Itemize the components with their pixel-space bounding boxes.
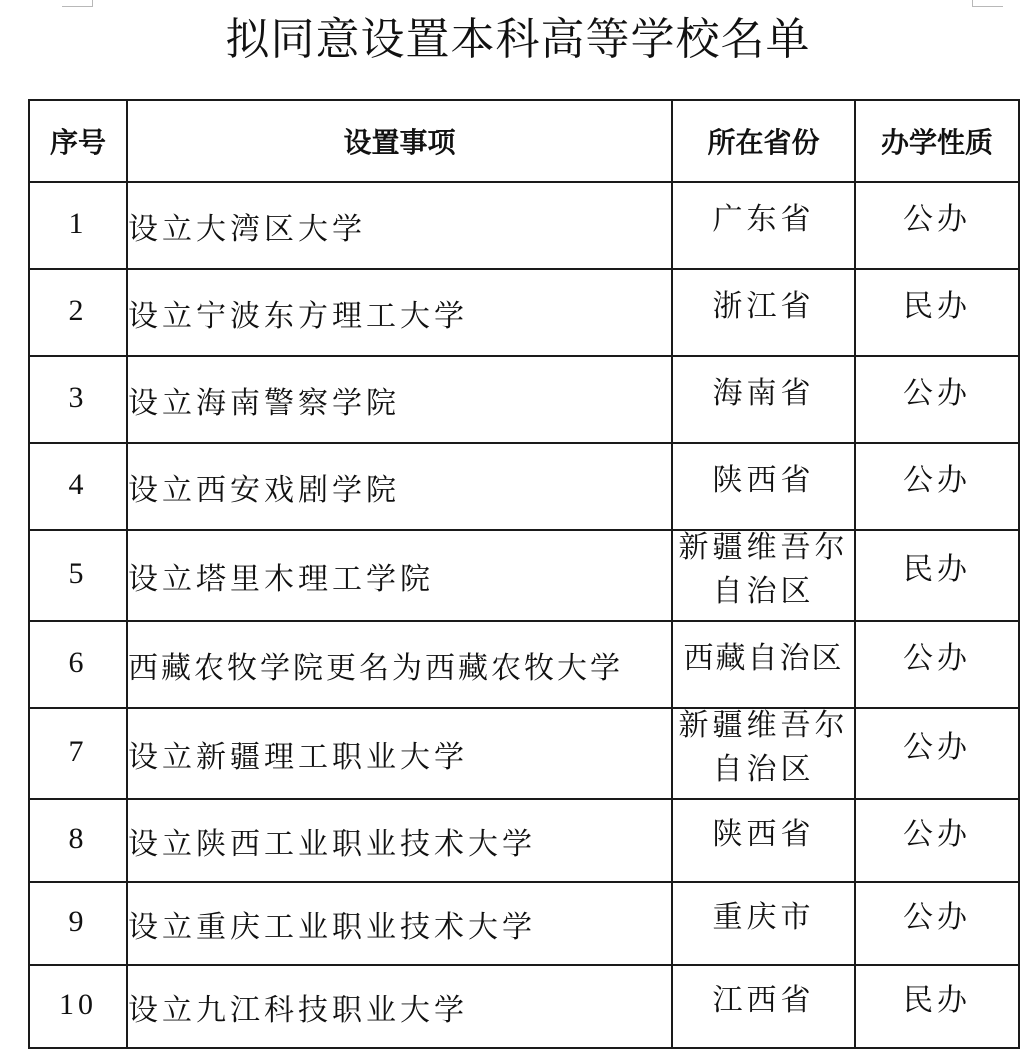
item-text: 设立陕西工业职业技术大学 [128, 826, 536, 862]
nature-text: 公办 [903, 462, 971, 498]
item-text: 设立大湾区大学 [128, 211, 366, 247]
table-row [29, 621, 1019, 708]
cell-seq [29, 621, 127, 708]
table-row [29, 182, 1019, 269]
nature-text: 民办 [903, 982, 971, 1018]
table-row [29, 799, 1019, 882]
item-text: 设立西安戏剧学院 [128, 472, 400, 508]
nature-text: 公办 [903, 729, 971, 765]
cell-province [672, 443, 855, 530]
cell-item [127, 530, 672, 621]
cell-item [127, 882, 672, 965]
cell-item [127, 443, 672, 530]
school-list-table [28, 99, 1020, 1049]
cell-seq [29, 965, 127, 1048]
document-title: 拟同意设置本科高等学校名单 [225, 14, 811, 65]
nature-text: 公办 [903, 899, 971, 935]
item-text: 设立新疆理工职业大学 [128, 739, 468, 775]
seq-text: 8 [68, 821, 88, 855]
nature-text: 公办 [903, 375, 971, 411]
cell-province [672, 530, 855, 621]
cell-province [672, 182, 855, 269]
seq-text: 5 [68, 556, 88, 590]
cell-nature [855, 530, 1019, 621]
cell-item [127, 965, 672, 1048]
table-header-row [29, 100, 1019, 182]
cell-nature [855, 356, 1019, 443]
nature-text: 公办 [903, 816, 971, 852]
province-text: 重庆市 [712, 899, 815, 935]
cell-province [672, 356, 855, 443]
province-text: 陕西省 [712, 816, 815, 852]
table-row [29, 443, 1019, 530]
cell-seq [29, 269, 127, 356]
seq-text: 3 [68, 380, 88, 414]
province-text: 新疆维吾尔自治区 [678, 529, 849, 609]
header-nature: 办学性质 [855, 100, 1019, 182]
cell-nature [855, 182, 1019, 269]
cell-province [672, 882, 855, 965]
cell-seq [29, 182, 127, 269]
cell-seq [29, 799, 127, 882]
nature-text: 公办 [903, 640, 971, 676]
cell-nature [855, 443, 1019, 530]
seq-text: 10 [59, 987, 97, 1021]
province-text: 浙江省 [712, 288, 815, 324]
cell-item [127, 356, 672, 443]
seq-text: 9 [68, 904, 88, 938]
seq-text: 7 [68, 734, 88, 768]
table-row [29, 530, 1019, 621]
cell-nature [855, 965, 1019, 1048]
province-text: 广东省 [712, 201, 815, 237]
cell-province [672, 269, 855, 356]
cell-seq [29, 530, 127, 621]
item-text: 设立九江科技职业大学 [128, 992, 468, 1028]
item-text: 设立塔里木理工学院 [128, 561, 434, 597]
province-text: 西藏自治区 [683, 640, 844, 676]
seq-text: 2 [68, 293, 88, 327]
cell-province [672, 965, 855, 1048]
cell-seq [29, 882, 127, 965]
cell-nature [855, 708, 1019, 799]
table-row [29, 356, 1019, 443]
header-seq: 序号 [29, 100, 127, 182]
cell-item [127, 621, 672, 708]
cell-seq [29, 443, 127, 530]
nature-text: 公办 [903, 201, 971, 237]
crop-mark-right [972, 0, 1003, 7]
cell-item [127, 708, 672, 799]
cell-seq [29, 708, 127, 799]
header-province: 所在省份 [672, 100, 855, 182]
table-row [29, 708, 1019, 799]
seq-text: 6 [68, 645, 88, 679]
cell-item [127, 799, 672, 882]
cell-province [672, 621, 855, 708]
cell-item [127, 182, 672, 269]
table-row [29, 882, 1019, 965]
nature-text: 民办 [903, 288, 971, 324]
cell-province [672, 799, 855, 882]
cell-nature [855, 882, 1019, 965]
seq-text: 4 [68, 467, 88, 501]
item-text: 设立重庆工业职业技术大学 [128, 909, 536, 945]
province-text: 新疆维吾尔自治区 [678, 707, 849, 787]
nature-text: 民办 [903, 551, 971, 587]
table-row [29, 965, 1019, 1048]
cell-nature [855, 269, 1019, 356]
cell-nature [855, 621, 1019, 708]
province-text: 海南省 [712, 375, 815, 411]
seq-text: 1 [68, 206, 88, 240]
crop-mark-left [62, 0, 93, 7]
item-text: 设立海南警察学院 [128, 385, 400, 421]
cell-item [127, 269, 672, 356]
item-text: 设立宁波东方理工大学 [128, 298, 468, 334]
province-text: 江西省 [712, 982, 815, 1018]
header-item: 设置事项 [127, 100, 672, 182]
cell-province [672, 708, 855, 799]
cell-nature [855, 799, 1019, 882]
table-row [29, 269, 1019, 356]
province-text: 陕西省 [712, 462, 815, 498]
cell-seq [29, 356, 127, 443]
item-text: 西藏农牧学院更名为西藏农牧大学 [128, 650, 623, 686]
